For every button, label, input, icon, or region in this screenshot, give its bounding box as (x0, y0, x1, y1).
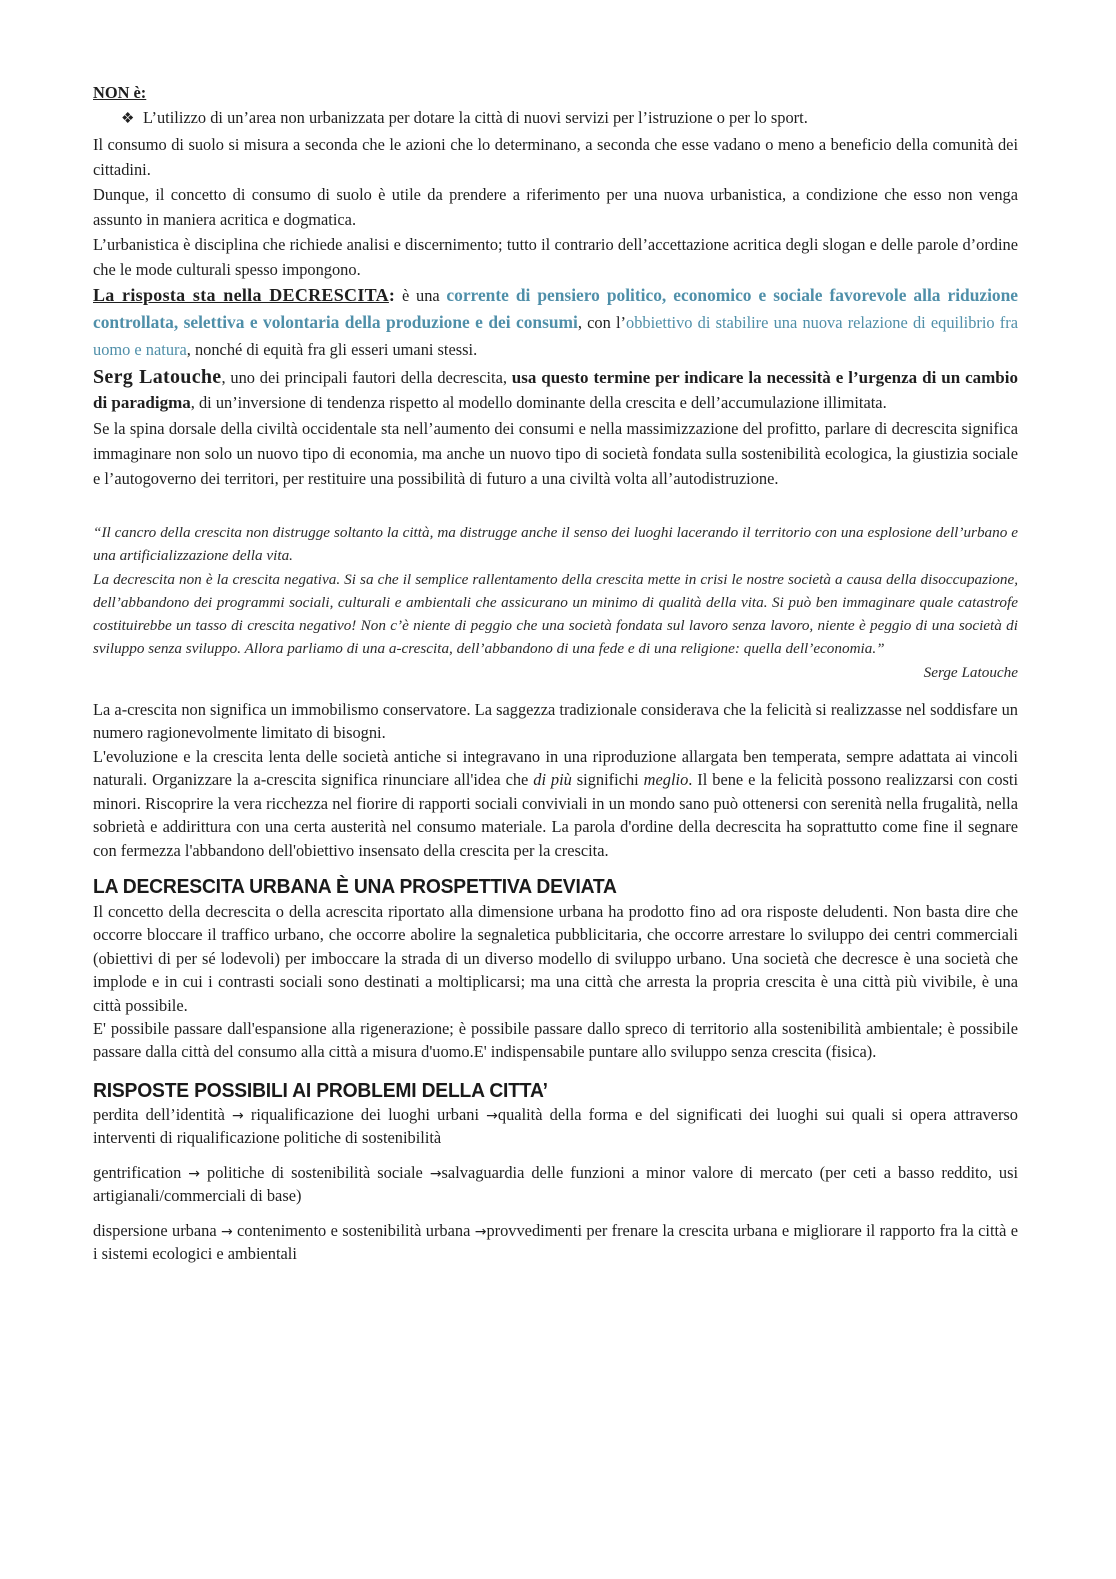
urbana-paragraph-1: Il concetto della decrescita o della acrescita riportato alla dimensione urbana ha prodotto fino ad ora risposte deludenti. Non basta dire che occorre bloccare il traffico urbano, che occorre abolire la segnaletica pubblicitaria, che occorre arrestare lo sviluppo dei centri commerciali (obiettivi di per sé lodevoli) per imboccare la strada di un diverso modello di sviluppo urbano. Una società che decresce è una società che implode e in cui i contrasti sociali sono destinati a moltiplicarsi; ma una città che arresta la propria crescita è una città più vivibile, è una città possibile. (93, 901, 1018, 1015)
risposta-highlight-2: obbiettivo di stabilire una nuova relazione di equilibrio fra uomo e natura (93, 313, 1018, 359)
acrescita-paragraph-1: La a-crescita non significa un immobilismo conservatore. La saggezza tradizionale considerava che la felicità si realizzasse nel soddisfare un numero ragionevolmente limitato di bisogni. (93, 700, 1018, 743)
decrescita-urbana-section (93, 900, 1018, 1064)
document-page (93, 80, 1018, 1266)
latouche-name: Serg Latouche (93, 366, 222, 388)
paragraph-spina-dorsale: Se la spina dorsale della civiltà occidentale sta nell’aumento dei consumi e nella massimizzazione del profitto, parlare di decrescita significa immaginare non solo un nuovo tipo di economia, ma anche un nuovo tipo di società fondata sulla sostenibilità ecologica, la giustizia sociale e l’autogoverno dei territori, per restituire una possibilità di futuro a una civiltà volta all’autodistruzione. (93, 419, 1018, 488)
risposte-list (93, 1104, 1018, 1266)
risposta-item-dispersione: dispersione urbana → contenimento e sostenibilità urbana →provvedimenti per frenare la crescita urbana e migliorare il rapporto fra la città e i sistemi ecologici e ambientali (93, 1220, 1018, 1264)
latouche-bold: usa questo termine per indicare la necessità e l’urgenza di un cambio di paradigma (93, 368, 1018, 412)
arrow-right-icon: → (429, 1165, 442, 1182)
paragraph-dunque: Dunque, il concetto di consumo di suolo è utile da prendere a riferimento per una nuova urbanistica, a condizione che esso non venga assunto in maniera acritica e dogmatica. (93, 185, 1018, 229)
arrow-right-icon: → (486, 1107, 498, 1124)
acrescita-paragraph-2: L'evoluzione e la crescita lenta delle società antiche si integravano in una riproduzione allargata ben temperata, sempre adattata ai vincoli naturali. Organizzare la a-crescita significa rinunciare all'idea che di più significhi meglio. Il bene e la felicità possono realizzarsi con costi minori. Riscoprire la vera ricchezza nel fiorire di rapporti sociali conviviali in un mondo sano può ottenersi con serenità nella frugalità, nella sobrietà e addirittura con una certa austerità nel consumo materiale. La parola d'ordine della decrescita ha soprattutto come fine il segnare con fermezza l'abbandono dell'obiettivo insensato della crescita per la crescita. (93, 746, 1019, 860)
paragraph-risposta: La risposta sta nella DECRESCITA: è una corrente di pensiero politico, economico e sociale favorevole alla riduzione controllata, selettiva e volontaria della produzione e dei consumi, con l’obbiettivo di stabilire una nuova relazione di equilibrio fra uomo e natura, nonché di equità fra gli esseri umani stessi. (93, 285, 1019, 359)
arrow-right-icon: → (474, 1223, 487, 1240)
bullet-text: L’utilizzo di un’area non urbanizzata per dotare la città di nuovi servizi per l’istruzione o per lo sport. (143, 108, 808, 127)
risposta-item-identita: perdita dell’identità → riqualificazione dei luoghi urbani →qualità della forma e del significati dei luoghi sui quali si opera attraverso interventi di riqualificazione politiche di sostenibilità (93, 1104, 1018, 1148)
diamond-bullet-icon: ❖ (121, 111, 135, 127)
urbana-paragraph-2: E' possibile passare dall'espansione alla rigenerazione; è possibile passare dallo spreco di territorio alla sostenibilità ambientale; è possibile passare dalla città del consumo alla città a misura d'uomo.E' indispensabile puntare allo sviluppo senza crescita (fisica). (93, 1018, 1018, 1062)
arrow-right-icon: → (232, 1107, 244, 1124)
paragraph-urbanistica: L’urbanistica è disciplina che richiede analisi e discernimento; tutto il contrario dell’accettazione acritica degli slogan e delle parole d’ordine che le mode culturali spesso impongono. (93, 235, 1018, 279)
bullet-item (93, 105, 1018, 132)
non-heading: NON è: (93, 83, 147, 102)
quote-paragraph-2: La decrescita non è la crescita negativa. Si sa che il semplice rallentamento della crescita mette in crisi le nostre società a causa della disoccupazione, dell’abbandono dei programmi sociali, culturali e ambientali che assicurano un minimo di qualità della vita. Si può ben immaginare quale catastrofe costituirebbe un tasso di crescita negativo! Non c’è niente di peggio che una società fondata sul lavoro senza lavoro, niente è peggio di una società di sviluppo senza sviluppo. Allora parliamo di una a-crescita, dell’abbandono di una fede e di una religione: quella dell’economia.” (93, 570, 1018, 658)
acrescita-section (93, 698, 1018, 862)
risposta-highlight-1: corrente di pensiero politico, economico e sociale favorevole alla riduzione controllata, selettiva e volontaria della produzione e dei consumi (93, 285, 1019, 332)
risposta-lead: La risposta sta nella DECRESCITA (93, 285, 389, 305)
heading-decrescita-urbana: LA DECRESCITA URBANA È UNA PROSPETTIVA DEVIATA (93, 874, 617, 898)
risposta-item-gentrification: gentrification → politiche di sostenibilità sociale →salvaguardia delle funzioni a minor valore di mercato (per ceti a basso reddito, usi artigianali/commerciali di base) (93, 1162, 1019, 1206)
arrow-right-icon: → (188, 1165, 201, 1182)
quote-author: Serge Latouche (923, 663, 1018, 681)
paragraph-consumo: Il consumo di suolo si misura a seconda che le azioni che lo determinano, a seconda che esse vadano o meno a beneficio della comunità dei cittadini. (93, 135, 1018, 179)
heading-risposte-possibili: RISPOSTE POSSIBILI AI PROBLEMI DELLA CITTA’ (93, 1078, 548, 1102)
arrow-right-icon: → (220, 1223, 233, 1240)
paragraph-latouche: Serg Latouche, uno dei principali fautori della decrescita, usa questo termine per indicare la necessità e l’urgenza di un cambio di paradigma, di un’inversione di tendenza rispetto al modello dominante della crescita e dell’accumulazione illimitata. (93, 366, 1018, 412)
quote-block (93, 521, 1018, 684)
quote-paragraph-1: “Il cancro della crescita non distrugge soltanto la città, ma distrugge anche il senso dei luoghi lacerando il territorio con una esplosione dell’urbano e una artificializzazione della vita. (93, 524, 1018, 565)
